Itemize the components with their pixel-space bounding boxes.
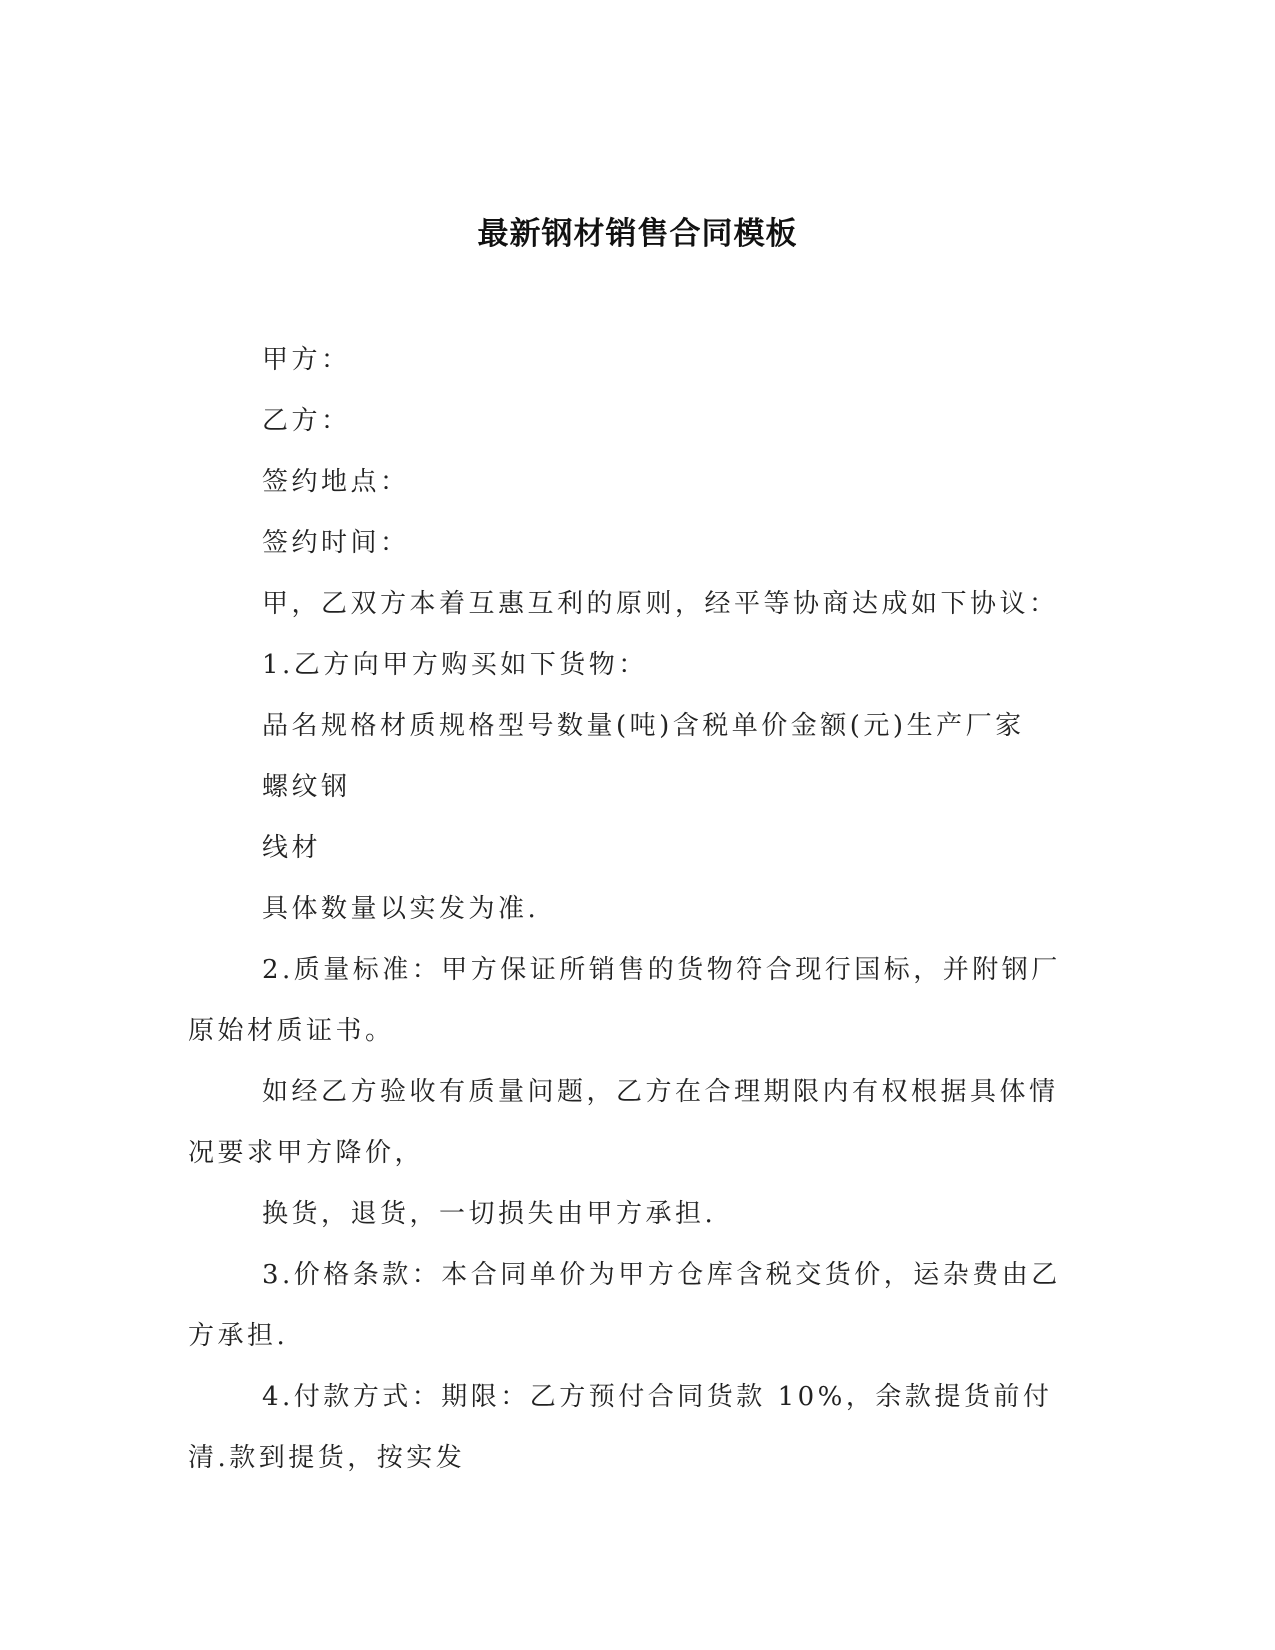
- quantity-note: 具体数量以实发为准.: [262, 894, 540, 924]
- sign-time-field: 签约时间：: [262, 528, 410, 558]
- goods-item: 线材: [262, 833, 322, 863]
- document-body: [188, 330, 1081, 1489]
- clause-1-heading: 1.乙方向甲方购买如下货物：: [262, 650, 648, 680]
- clause-4-payment: 4.付款方式：期限：乙方预付合同货款 10%，余款提货前付清.款到提货，按实发: [188, 1382, 1053, 1473]
- goods-item: 螺纹钢: [262, 772, 351, 802]
- clause-2-inspection: 如经乙方验收有质量问题，乙方在合理期限内有权根据具体情况要求甲方降价，: [188, 1077, 1059, 1168]
- document-title: 最新钢材销售合同模板: [477, 216, 798, 252]
- clause-2-quality: 2.质量标准：甲方保证所销售的货物符合现行国标，并附钢厂原始材质证书。: [188, 955, 1061, 1046]
- party-a-field: 甲方：: [262, 345, 351, 375]
- clause-2-remedy: 换货，退货，一切损失由甲方承担.: [262, 1199, 717, 1229]
- goods-table-header: 品名规格材质规格型号数量(吨)含税单价金额(元)生产厂家: [262, 711, 1025, 741]
- clause-3-price: 3.价格条款：本合同单价为甲方仓库含税交货价，运杂费由乙方承担.: [188, 1260, 1061, 1351]
- sign-place-field: 签约地点：: [262, 467, 410, 497]
- party-b-field: 乙方：: [262, 406, 351, 436]
- intro-paragraph: 甲，乙双方本着互惠互利的原则，经平等协商达成如下协议：: [262, 589, 1059, 619]
